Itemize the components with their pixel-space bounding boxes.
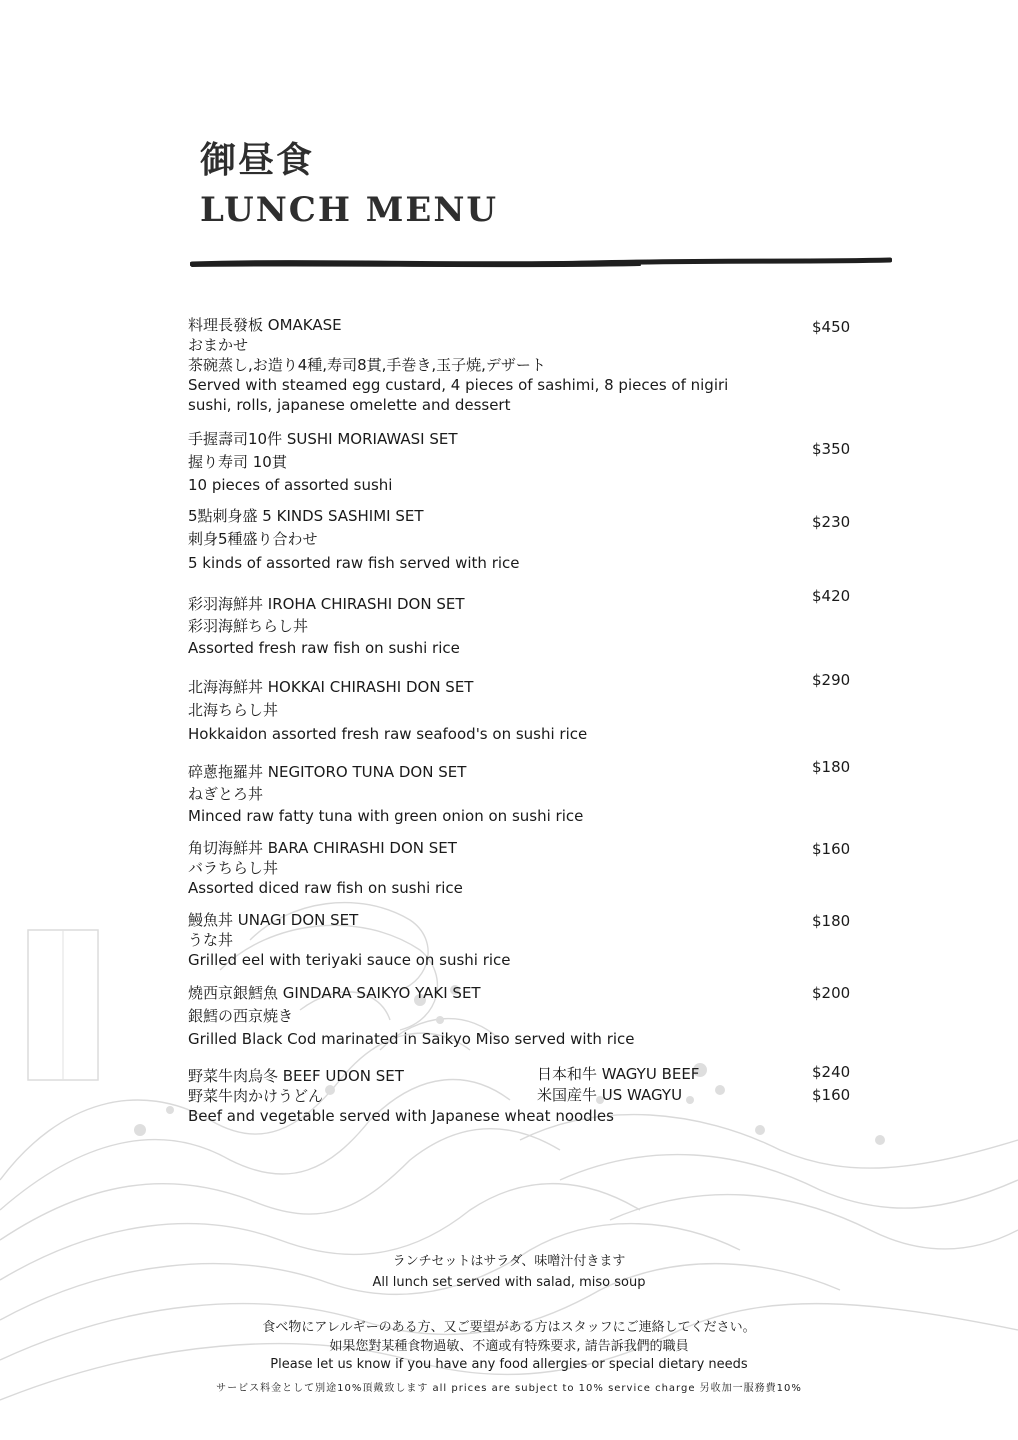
service-charge-note: サービス料金として別途10%頂戴致します all prices are subject to 10% service charge 另收加一服務費10% (216, 1383, 802, 1394)
item-description: Served with steamed egg custard, 4 pieces of sashimi, 8 pieces of nigiri (188, 376, 729, 394)
item-description: Minced raw fatty tuna with green onion on sushi rice (188, 807, 584, 825)
item-price: $230 (812, 513, 851, 531)
item-name: 鰻魚丼 UNAGI DON SET (188, 911, 359, 929)
menu-item-hokkai-chirashi (188, 677, 828, 744)
menu-item-bara-chirashi (188, 838, 828, 898)
option-price-us-wagyu: $160 (812, 1086, 851, 1104)
item-japanese: 銀鱈の西京焼き (188, 1007, 294, 1025)
item-japanese: 野菜牛肉かけうどん (188, 1087, 324, 1105)
item-price: $450 (812, 318, 851, 336)
menu-item-iroha-chirashi (188, 594, 828, 658)
item-description: Assorted fresh raw fish on sushi rice (188, 639, 460, 657)
set-note-japanese: ランチセットはサラダ、味噌汁付きます (392, 1254, 626, 1269)
item-price: $350 (812, 440, 851, 458)
seal-stamp-decoration (18, 920, 108, 1090)
item-name: 北海海鮮丼 HOKKAI CHIRASHI DON SET (188, 678, 474, 696)
item-name: 燒西京銀鱈魚 GINDARA SAIKYO YAKI SET (188, 984, 481, 1002)
item-name: 碎蔥拖羅丼 NEGITORO TUNA DON SET (188, 763, 467, 781)
title-english: LUNCH MENU (200, 190, 499, 230)
item-description: Beef and vegetable served with Japanese wheat noodles (188, 1107, 614, 1125)
item-price: $160 (812, 840, 851, 858)
brush-stroke-divider (190, 254, 892, 274)
item-price: $180 (812, 912, 851, 930)
allergy-note-chinese: 如果您對某種食物過敏、不適或有特殊要求, 請告訴我們的職員 (329, 1339, 689, 1354)
option-label-wagyu: 日本和牛 WAGYU BEEF (537, 1065, 700, 1083)
item-japanese: 北海ちらし丼 (188, 701, 279, 719)
item-japanese: バラちらし丼 (188, 859, 279, 877)
item-price: $200 (812, 984, 851, 1002)
item-description: 10 pieces of assorted sushi (188, 476, 393, 494)
item-name: 野菜牛肉烏冬 BEEF UDON SET (188, 1067, 404, 1085)
item-name: 料理長發板 OMAKASE (188, 316, 342, 334)
item-description-japanese: 茶碗蒸し,お造り4種,寿司8貫,手巻き,玉子焼,デザート (188, 356, 546, 374)
option-label-us-wagyu: 米国産牛 US WAGYU (537, 1086, 683, 1104)
item-description: Hokkaidon assorted fresh raw seafood's on sushi rice (188, 725, 588, 743)
item-japanese: 握り寿司 10貫 (188, 453, 287, 471)
item-description-cont: sushi, rolls, japanese omelette and dessert (188, 396, 511, 414)
item-japanese: おまかせ (188, 336, 249, 354)
item-japanese: 彩羽海鮮ちらし丼 (188, 617, 309, 635)
menu-item-beef-udon (188, 1066, 828, 1126)
item-name: 手握壽司10件 SUSHI MORIAWASI SET (188, 430, 458, 448)
item-price: $180 (812, 758, 851, 776)
item-japanese: うな丼 (188, 931, 234, 949)
item-price: $290 (812, 671, 851, 689)
allergy-note-english: Please let us know if you have any food allergies or special dietary needs (270, 1357, 748, 1372)
item-description: Assorted diced raw fish on sushi rice (188, 879, 463, 897)
item-description: Grilled Black Cod marinated in Saikyo Miso served with rice (188, 1030, 635, 1048)
menu-item-omakase (188, 315, 828, 415)
menu-item-gindara (188, 983, 828, 1049)
allergy-note-japanese: 食べ物にアレルギーのある方、又ご要望がある方はスタッフにご連絡してください。 (262, 1320, 756, 1335)
item-price: $420 (812, 587, 851, 605)
item-name: 彩羽海鮮丼 IROHA CHIRASHI DON SET (188, 595, 465, 613)
option-price-wagyu: $240 (812, 1063, 851, 1081)
item-description: 5 kinds of assorted raw fish served with rice (188, 554, 520, 572)
item-description: Grilled eel with teriyaki sauce on sushi rice (188, 951, 511, 969)
item-name: 5點刺身盛 5 KINDS SASHIMI SET (188, 507, 424, 525)
set-note-english: All lunch set served with salad, miso soup (372, 1275, 646, 1290)
item-japanese: ねぎとろ丼 (188, 785, 264, 803)
menu-item-negitoro (188, 762, 828, 826)
menu-header (200, 138, 498, 232)
item-japanese: 刺身5種盛り合わせ (188, 530, 318, 548)
title-japanese: 御昼食 (200, 139, 315, 181)
item-name: 角切海鮮丼 BARA CHIRASHI DON SET (188, 839, 457, 857)
menu-item-unagi (188, 910, 828, 970)
menu-item-sashimi (188, 506, 828, 573)
menu-item-sushi-moriawasi (188, 429, 828, 495)
